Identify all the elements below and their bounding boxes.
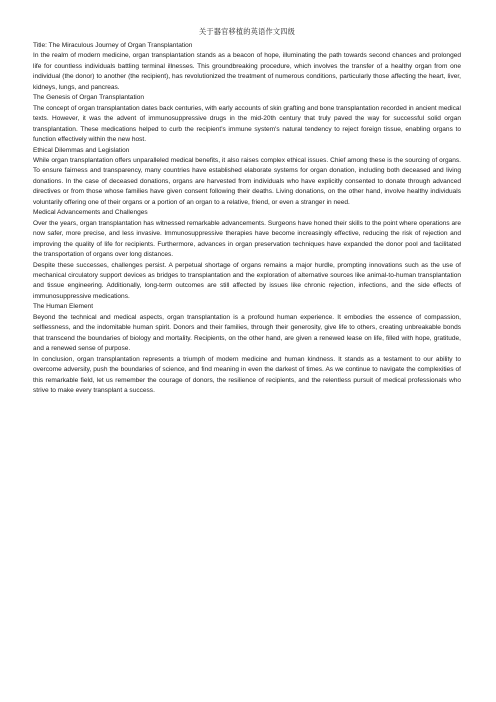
ethics-paragraph: While organ transplantation offers unparalleled medical benefits, it also raises complex ethical issues. Chief among these is the sourcing of organs. To ensure fairness and transparency, many countries have established elaborate systems for organ donation, including both deceased and living donations. In the case of deceased donations, organs are harvested from individuals who have explicitly consented to donate through advanced directives or from those whose families have given consent following their deaths. Living donations, on the other hand, involve healthy individuals voluntarily offering one of their organs or a portion of an organ to a relative, friend, or even a stranger in need. bbox=[33, 156, 461, 206]
human-element-paragraph: Beyond the technical and medical aspects, organ transplantation is a profound human experience. It embodies the essence of compassion, selflessness, and the indomitable human spirit. Donors and their families, through their generosity, give life to others, creating unbreakable bonds that transcend the boundaries of biology and mortality. Recipients, on the other hand, are given a renewed lease on life, filled with hope, gratitude, and a renewed sense of purpose. bbox=[33, 313, 461, 353]
genesis-paragraph: The concept of organ transplantation dates back centuries, with early accounts of skin grafting and bone transplantation recorded in ancient medical texts. However, it was the advent of immunosuppressive drugs in the mid-20th century that truly paved the way for successful solid organ transplantation. These medications helped to curb the recipient's immune system's natural tendency to reject foreign tissue, enabling organs to function effectively within the new host. bbox=[33, 104, 461, 144]
section-heading-advancements: Medical Advancements and Challenges bbox=[33, 209, 148, 217]
intro-paragraph: In the realm of modern medicine, organ transplantation stands as a beacon of hope, illuminating the path towards second chances and prolonged life for countless individuals battling terminal illnesses. This groundbreaking procedure, which involves the transfer of a healthy organ from one individual (the donor) to another (the recipient), has revolutionized the treatment of numerous conditions, particularly those affecting the heart, liver, kidneys, lungs, and pancreas. bbox=[33, 52, 461, 91]
section-heading-genesis: The Genesis of Organ Transplantation bbox=[33, 94, 144, 102]
conclusion-paragraph: In conclusion, organ transplantation represents a triumph of modern medicine and human kindness. It stands as a testament to our ability to overcome adversity, push the boundaries of science, and find meaning in even the darkest of times. As we continue to navigate the complexities of this remarkable field, let us remember the courage of donors, the resilience of recipients, and the relentless pursuit of medical professionals who strive to make every transplant a success. bbox=[33, 355, 461, 394]
section-heading-human-element: The Human Element bbox=[33, 303, 94, 311]
essay-title: Title: The Miraculous Journey of Organ Transplantation bbox=[33, 42, 193, 49]
advancements-paragraph: Over the years, organ transplantation has witnessed remarkable advancements. Surgeons have honed their skills to the point where operations are now safer, more precise, and less invasive. Immunosuppressive therapies have become increasingly effective, reducing the risk of rejection and improving the quality of life for recipients. Furthermore, advances in organ preservation techniques have expanded the donor pool and facilitated the transportation of organs over long distances. bbox=[33, 219, 461, 259]
section-heading-ethics: Ethical Dilemmas and Legislation bbox=[33, 146, 130, 154]
challenges-paragraph: Despite these successes, challenges persist. A perpetual shortage of organs remains a major hurdle, prompting innovations such as the use of mechanical circulatory support devices as bridges to transplantation and the exploration of alternative sources like animal-to-human transplantation and tissue engineering. Additionally, long-term outcomes are still affected by issues like chronic rejection, infections, and the side effects of immunosuppressive medications. bbox=[33, 261, 461, 300]
document-header: 关于器官移植的英语作文四级 bbox=[198, 27, 296, 36]
